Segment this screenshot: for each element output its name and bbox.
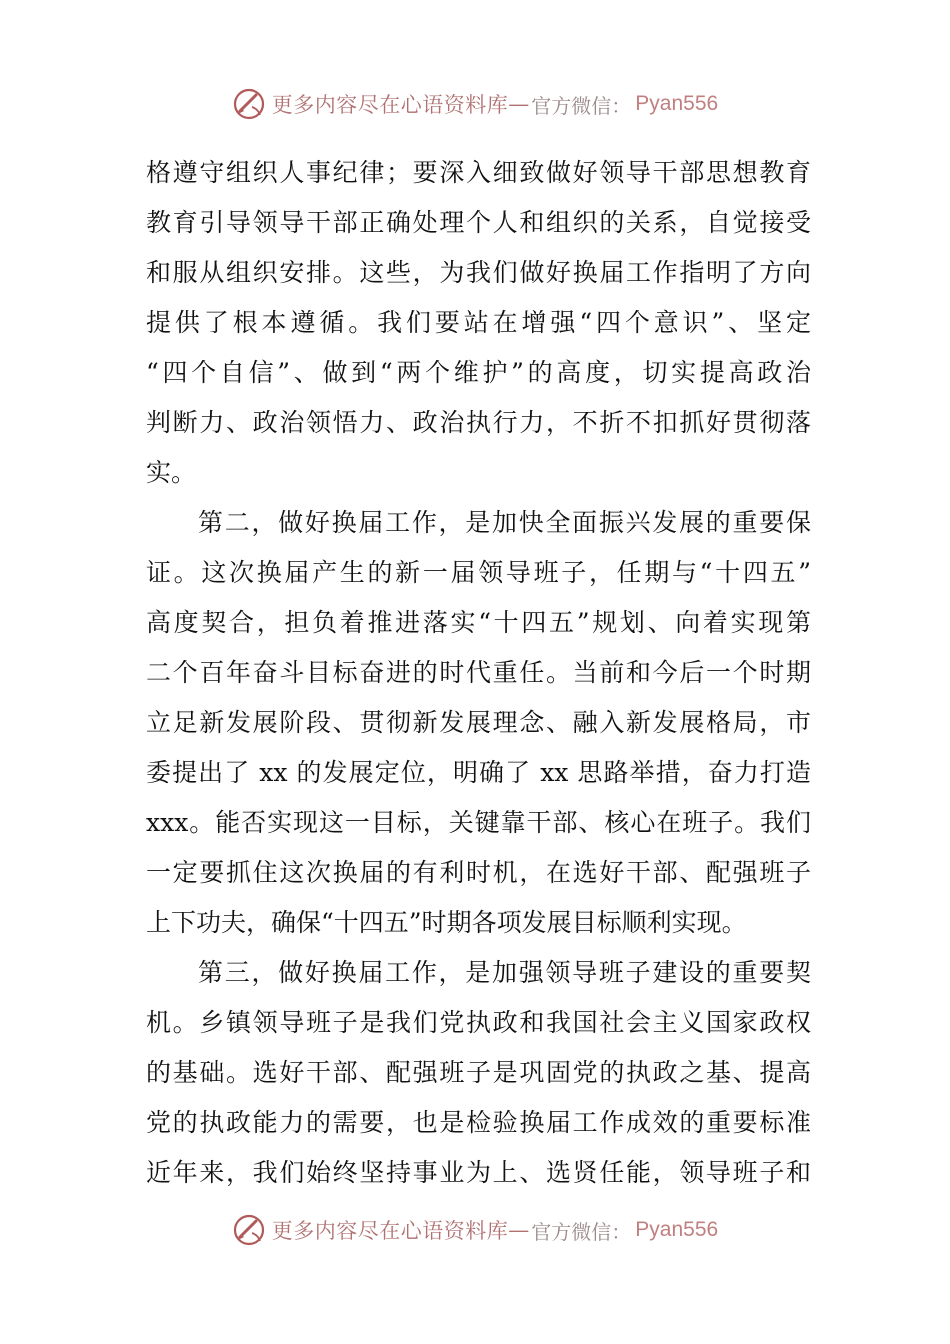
pen-circle-logo-icon — [232, 1213, 266, 1247]
watermark-wechat-label: 官方微信： — [531, 93, 632, 118]
text-line: xxx。能否实现这一目标，关键靠干部、核心在班子。我们 — [146, 808, 811, 837]
text-line: 的基础。选好干部、配强班子是巩固党的执政之基、提高 — [146, 1058, 811, 1087]
paragraph-start-line: 第三，做好换届工作，是加强领导班子建设的重要契 — [198, 958, 811, 987]
text-line: 教育引导领导干部正确处理个人和组织的关系，自觉接受 — [146, 208, 811, 237]
text-line: 机。乡镇领导班子是我们党执政和我国社会主义国家政权 — [146, 1008, 811, 1037]
watermark-site-text: 更多内容尽在心语资料库 — [271, 1219, 509, 1243]
watermark-separator: — — [508, 92, 530, 116]
watermark-wechat-id: Pyan556 — [635, 92, 719, 115]
text-line: 和服从组织安排。这些，为我们做好换届工作指明了方向 — [146, 258, 811, 287]
text-line: 二个百年奋斗目标奋进的时代重任。当前和今后一个时期 — [146, 658, 811, 687]
text-line: 高度契合，担负着推进落实“十四五”规划、向着实现第 — [146, 608, 811, 637]
text-line: 证。这次换届产生的新一届领导班子，任期与“十四五” — [146, 558, 811, 587]
text-line: 格遵守组织人事纪律；要深入细致做好领导干部思想教育 — [146, 158, 811, 187]
watermark-wechat-label: 官方微信： — [531, 1219, 632, 1244]
text-line: 党的执政能力的需要，也是检验换届工作成效的重要标准 — [146, 1108, 811, 1137]
footer-watermark — [0, 1210, 950, 1250]
watermark-site-text: 更多内容尽在心语资料库 — [271, 93, 509, 117]
text-line: 一定要抓住这次换届的有利时机，在选好干部、配强班子 — [146, 858, 811, 887]
watermark-wechat-id: Pyan556 — [635, 1218, 719, 1241]
document-body — [146, 148, 811, 1198]
text-line: 实。 — [146, 458, 197, 487]
pen-circle-logo-icon — [232, 87, 266, 121]
watermark-separator: — — [508, 1218, 530, 1242]
text-line: 近年来，我们始终坚持事业为上、选贤任能，领导班子和 — [146, 1158, 811, 1187]
text-line: “四个自信”、做到“两个维护”的高度，切实提高政治 — [146, 358, 811, 387]
text-line: 上下功夫，确保“十四五”时期各项发展目标顺利实现。 — [146, 908, 747, 937]
text-line: 提供了根本遵循。我们要站在增强“四个意识”、坚定 — [146, 308, 811, 337]
text-line: 立足新发展阶段、贯彻新发展理念、融入新发展格局，市 — [146, 708, 811, 737]
text-line: 判断力、政治领悟力、政治执行力，不折不扣抓好贯彻落 — [146, 408, 811, 437]
text-line: 委提出了 xx 的发展定位，明确了 xx 思路举措，奋力打造 — [146, 758, 811, 787]
header-watermark — [0, 84, 950, 124]
paragraph-start-line: 第二，做好换届工作，是加快全面振兴发展的重要保 — [198, 508, 811, 537]
